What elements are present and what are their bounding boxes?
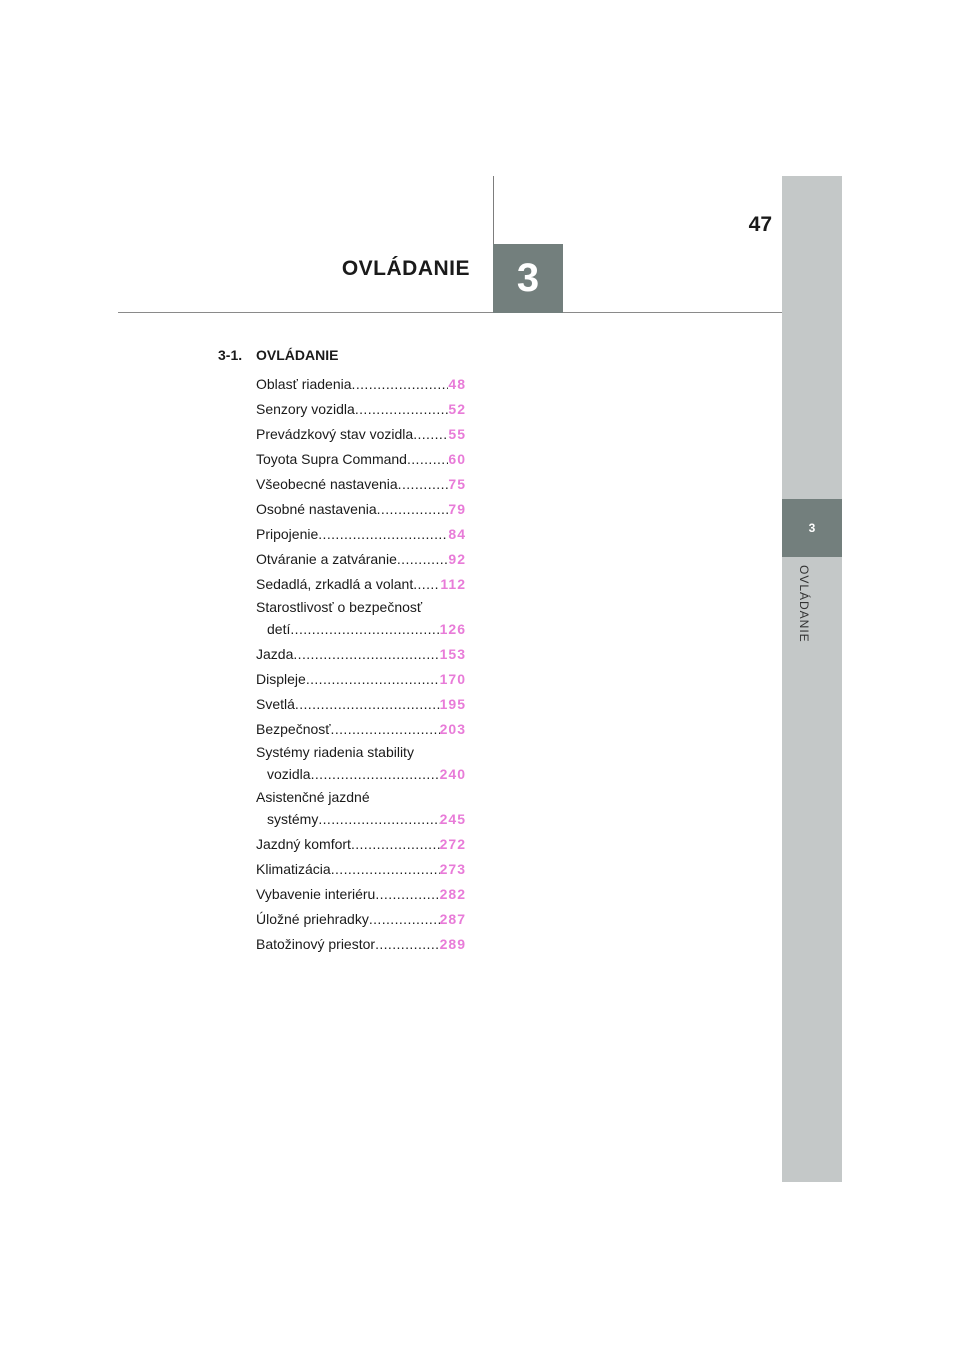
toc-item[interactable] bbox=[256, 787, 466, 832]
toc-item[interactable] bbox=[256, 372, 466, 397]
toc-item-label: Oblasť riadenia bbox=[256, 376, 352, 392]
toc-item-label: Otváranie a zatváranie bbox=[256, 551, 397, 567]
chapter-number-box: 3 bbox=[493, 244, 563, 313]
toc-item-label: Systémy riadenia stability bbox=[256, 744, 414, 760]
toc-item[interactable] bbox=[256, 667, 466, 692]
toc-item-label: Sedadlá, zrkadlá a volant bbox=[256, 576, 414, 592]
toc-item-page[interactable]: 126 bbox=[439, 621, 466, 637]
side-index-bar bbox=[782, 176, 842, 1182]
toc-item-page[interactable]: 203 bbox=[439, 721, 466, 737]
toc-item[interactable] bbox=[256, 472, 466, 497]
section-heading bbox=[218, 347, 338, 363]
toc-item-page[interactable]: 153 bbox=[439, 646, 466, 662]
toc-item-page[interactable]: 170 bbox=[439, 671, 466, 687]
toc-item-page[interactable]: 48 bbox=[448, 376, 466, 392]
toc-item-page[interactable]: 282 bbox=[439, 886, 466, 902]
header-divider-vertical bbox=[493, 176, 494, 244]
toc-item-page[interactable]: 84 bbox=[448, 526, 466, 542]
toc-item-label: Svetlá bbox=[256, 696, 295, 712]
toc-item-label: Jazda bbox=[256, 646, 294, 662]
toc-item[interactable] bbox=[256, 907, 466, 932]
toc-item-page[interactable]: 287 bbox=[439, 911, 466, 927]
toc-item[interactable] bbox=[256, 572, 466, 597]
toc-item-page[interactable]: 75 bbox=[448, 476, 466, 492]
toc-item-label-continued: detí bbox=[267, 621, 291, 637]
side-tab-chapter[interactable]: 3 bbox=[782, 499, 842, 557]
toc-item[interactable] bbox=[256, 882, 466, 907]
toc-item[interactable] bbox=[256, 422, 466, 447]
section-title: OVLÁDANIE bbox=[256, 347, 339, 363]
chapter-title: OVLÁDANIE bbox=[341, 257, 470, 280]
toc-item-label: Asistenčné jazdné bbox=[256, 789, 370, 805]
toc-item-label: Vybavenie interiéru bbox=[256, 886, 376, 902]
toc-item-label-continued: systémy bbox=[267, 811, 319, 827]
toc-item[interactable] bbox=[256, 547, 466, 572]
toc-item[interactable] bbox=[256, 717, 466, 742]
toc-item-page[interactable]: 92 bbox=[448, 551, 466, 567]
toc-item[interactable] bbox=[256, 447, 466, 472]
toc-item[interactable] bbox=[256, 742, 466, 787]
toc-item-page[interactable]: 79 bbox=[448, 501, 466, 517]
toc-item-page[interactable]: 245 bbox=[439, 811, 466, 827]
toc-item-label: Bezpečnosť bbox=[256, 721, 331, 737]
toc-item-label: Všeobecné nastavenia bbox=[256, 476, 398, 492]
toc-item[interactable] bbox=[256, 857, 466, 882]
toc-item-label: Osobné nastavenia bbox=[256, 501, 377, 517]
toc-item-label: Batožinový priestor bbox=[256, 936, 376, 952]
section-number: 3-1. bbox=[218, 347, 243, 363]
toc-item-page[interactable]: 55 bbox=[448, 426, 466, 442]
toc-item[interactable] bbox=[256, 397, 466, 422]
toc-item[interactable] bbox=[256, 642, 466, 667]
toc-item[interactable] bbox=[256, 832, 466, 857]
toc-item-label: Úložné priehradky bbox=[256, 911, 369, 927]
toc-item-label: Senzory vozidla bbox=[256, 401, 355, 417]
toc-item-label: Prevádzkový stav vozidla bbox=[256, 426, 414, 442]
toc-item-page[interactable]: 240 bbox=[439, 766, 466, 782]
toc-item-label: Jazdný komfort bbox=[256, 836, 351, 852]
toc-item-label: Displeje bbox=[256, 671, 306, 687]
table-of-contents bbox=[256, 372, 466, 957]
toc-item-page[interactable]: 112 bbox=[440, 576, 466, 592]
toc-item-label: Klimatizácia bbox=[256, 861, 331, 877]
toc-item-label: Starostlivosť o bezpečnosť bbox=[256, 599, 423, 615]
toc-item-label: Pripojenie bbox=[256, 526, 319, 542]
toc-item-page[interactable]: 272 bbox=[439, 836, 466, 852]
toc-item[interactable] bbox=[256, 932, 466, 957]
toc-item[interactable] bbox=[256, 497, 466, 522]
toc-item-page[interactable]: 273 bbox=[439, 861, 466, 877]
toc-item[interactable] bbox=[256, 692, 466, 717]
toc-item-label: Toyota Supra Command bbox=[256, 451, 407, 467]
page-number: 47 bbox=[748, 213, 772, 236]
toc-item-page[interactable]: 195 bbox=[439, 696, 466, 712]
toc-item-page[interactable]: 60 bbox=[448, 451, 466, 467]
toc-item-page[interactable]: 52 bbox=[448, 401, 466, 417]
side-tab-label: OVLÁDANIE bbox=[797, 565, 811, 643]
toc-item-label-continued: vozidla bbox=[267, 766, 311, 782]
toc-item-page[interactable]: 289 bbox=[439, 936, 466, 952]
header-divider-horizontal bbox=[118, 312, 782, 313]
toc-item[interactable] bbox=[256, 597, 466, 642]
toc-item[interactable] bbox=[256, 522, 466, 547]
